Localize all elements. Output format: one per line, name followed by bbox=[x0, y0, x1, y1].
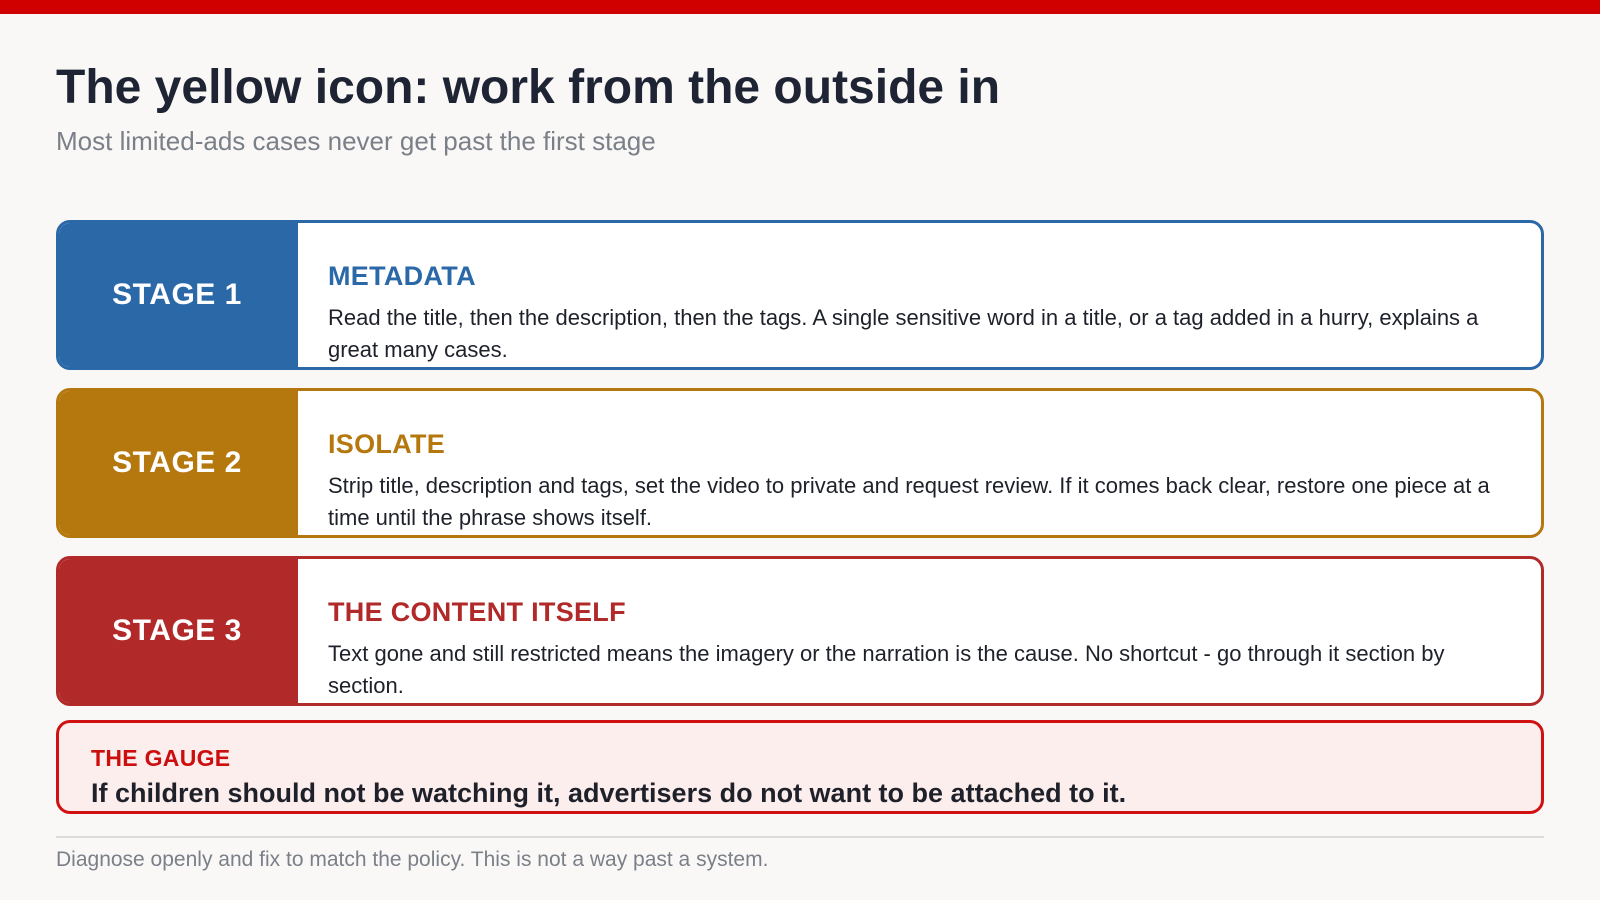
stage-description: Strip title, description and tags, set the video to private and request review. If it comes back clear, restore one piece at a time until the phrase shows itself. bbox=[328, 473, 1490, 530]
page-title: The yellow icon: work from the outside in bbox=[56, 61, 1001, 114]
top-accent-bar bbox=[0, 0, 1600, 14]
stage-body bbox=[298, 559, 1541, 703]
stage-card-content bbox=[56, 556, 1544, 706]
stage-body bbox=[298, 391, 1541, 535]
gauge-statement: If children should not be watching it, advertisers do not want to be attached to it. bbox=[91, 778, 1127, 808]
stage-tab-label: STAGE 1 bbox=[56, 223, 298, 367]
stage-body bbox=[298, 223, 1541, 367]
stage-tab-label: STAGE 2 bbox=[56, 391, 298, 535]
stage-card-metadata bbox=[56, 220, 1544, 370]
stage-heading: METADATA bbox=[328, 261, 476, 291]
gauge-callout bbox=[56, 720, 1544, 814]
stage-description: Text gone and still restricted means the imagery or the narration is the cause. No shortcut - go through it section by section. bbox=[328, 641, 1445, 698]
gauge-label: THE GAUGE bbox=[91, 745, 231, 771]
footer-divider bbox=[56, 836, 1544, 838]
stage-tab-label: STAGE 3 bbox=[56, 559, 298, 703]
page-subtitle: Most limited-ads cases never get past the first stage bbox=[56, 126, 656, 156]
stage-card-isolate bbox=[56, 388, 1544, 538]
footer-note: Diagnose openly and fix to match the policy. This is not a way past a system. bbox=[56, 848, 769, 871]
stage-heading: ISOLATE bbox=[328, 429, 446, 459]
stage-heading: THE CONTENT ITSELF bbox=[328, 597, 626, 627]
stage-description: Read the title, then the description, then the tags. A single sensitive word in a title, or a tag added in a hurry, explains a great many cases. bbox=[328, 305, 1479, 362]
